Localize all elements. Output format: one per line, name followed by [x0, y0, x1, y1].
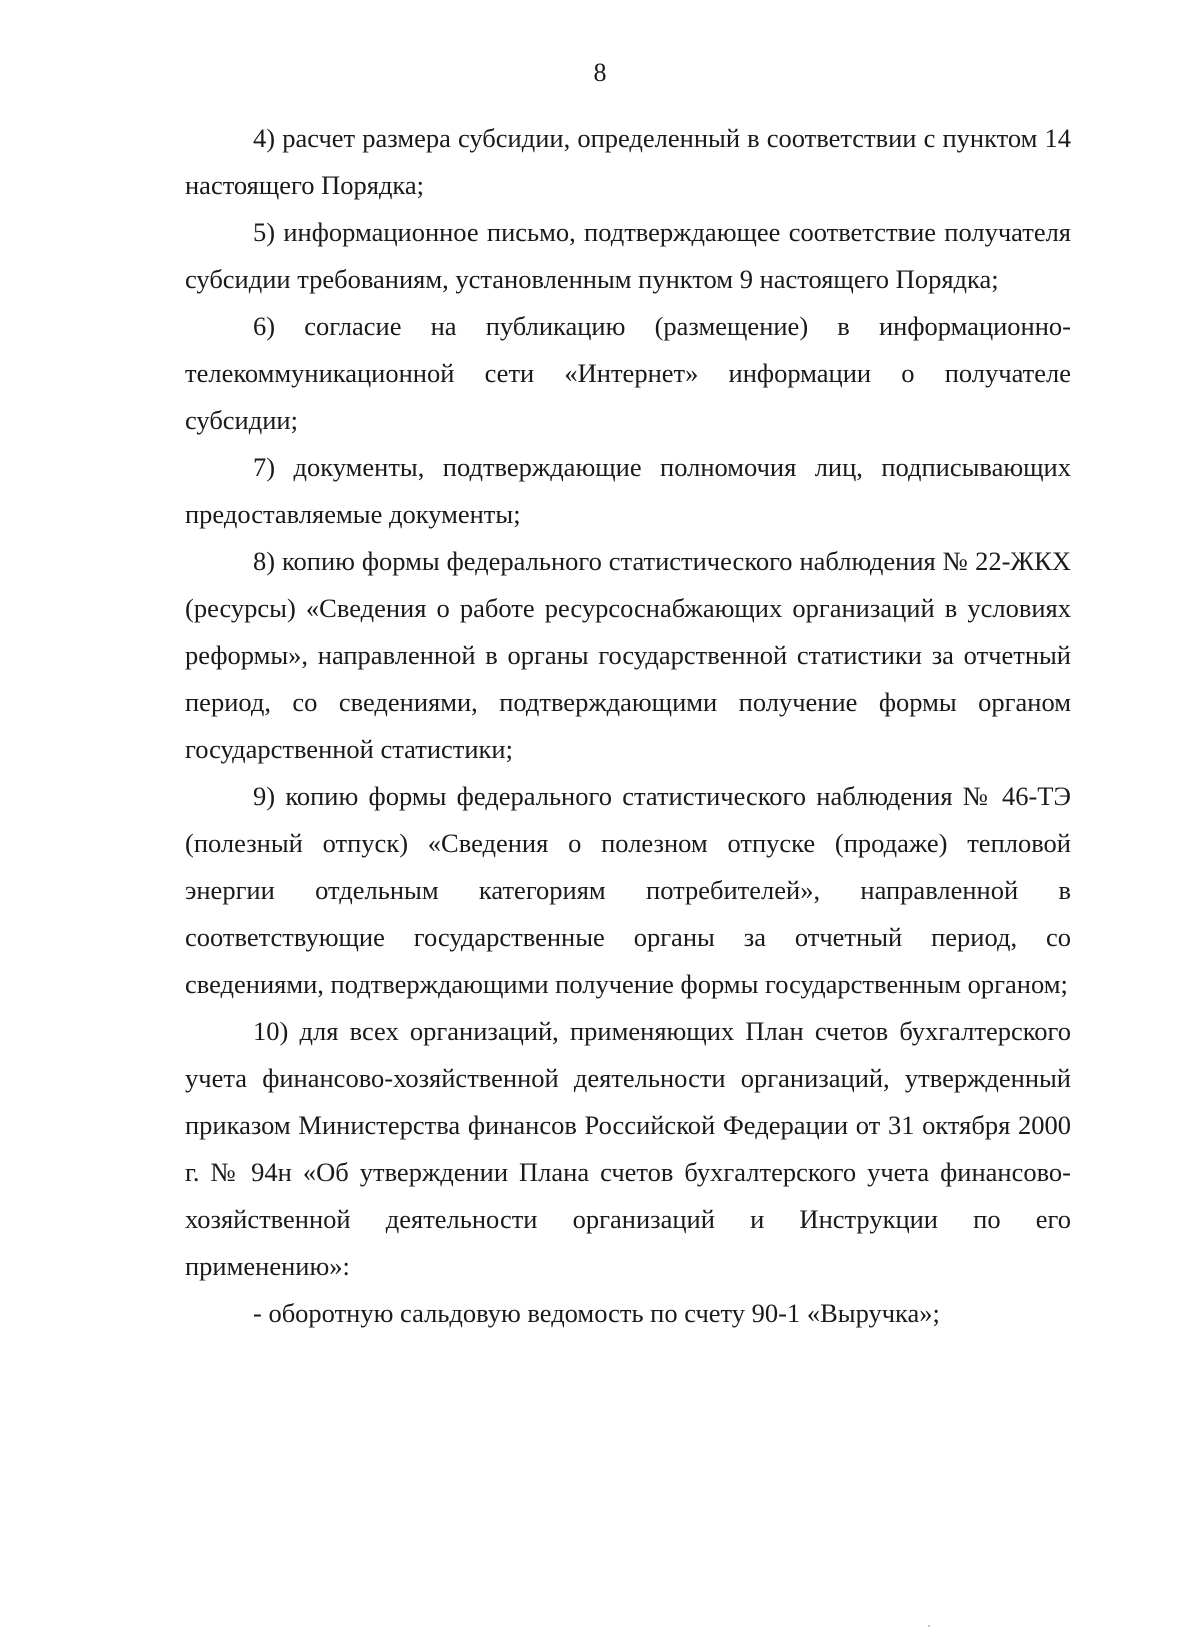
list-item-8: 8) копию формы федерального статистического наблюдения № 22-ЖКХ (ресурсы) «Сведения о работе ресурсоснабжающих организаций в условиях реформы», направленной в органы государственной статистики за отчетный период, со сведениями, подтверждающими получение формы органом государственной статистики;: [185, 546, 1071, 764]
document-body: [185, 115, 1071, 1337]
list-item-6: 6) согласие на публикацию (размещение) в информационно-телекоммуникационной сети «Интернет» информации о получателе субсидии;: [185, 311, 1071, 435]
list-item-9: 9) копию формы федерального статистического наблюдения № 46-ТЭ (полезный отпуск) «Сведения о полезном отпуске (продаже) тепловой энергии отдельным категориям потребителей», направленной в соответствующие государственные органы за отчетный период, со сведениями, подтверждающими получение формы государственным органом;: [185, 781, 1071, 999]
list-item-4: 4) расчет размера субсидии, определенный в соответствии с пунктом 14 настоящего Порядка;: [185, 123, 1071, 200]
list-item-7: 7) документы, подтверждающие полномочия лиц, подписывающих предоставляемые документы;: [185, 452, 1071, 529]
page-number: 8: [593, 58, 607, 87]
dash-item-turnover-statement: - оборотную сальдовую ведомость по счету 90-1 «Выручка»;: [253, 1298, 940, 1328]
list-item-5: 5) информационное письмо, подтверждающее соответствие получателя субсидии требованиям, установленным пунктом 9 настоящего Порядка;: [185, 217, 1071, 294]
scan-speck: [928, 1625, 930, 1627]
list-item-10: 10) для всех организаций, применяющих План счетов бухгалтерского учета финансово-хозяйственной деятельности организаций, утвержденный приказом Министерства финансов Российской Федерации от 31 октября 2000 г. № 94н «Об утверждении Плана счетов бухгалтерского учета финансово-хозяйственной деятельности организаций и Инструкции по его применению»:: [185, 1016, 1071, 1281]
